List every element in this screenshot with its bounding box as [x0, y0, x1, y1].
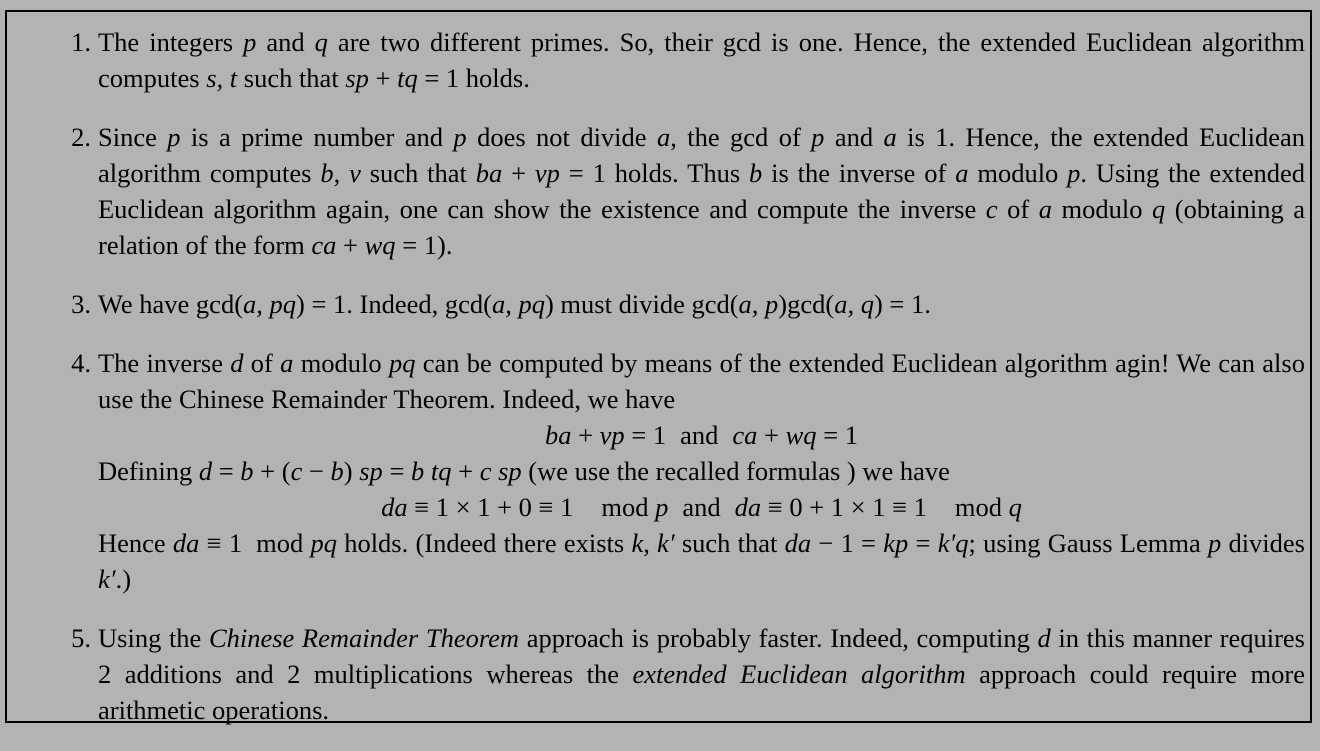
item-number: 5.	[71, 623, 91, 653]
item-text: The inverse d of a modulo pq can be computed by means of the extended Euclidean algorithm agin! We can also use the Chinese Remainder Theorem. Indeed, we have	[98, 348, 1305, 414]
display-equation: da ≡ 1 × 1 + 0 ≡ 1 mod p and da ≡ 0 + 1 × 1 ≡ 1 mod q	[381, 492, 1022, 522]
item-text: Since p is a prime number and p does not divide a, the gcd of p and a is 1. Hence, the extended Euclidean algorithm computes b, v such that ba + vp = 1 holds. Thus b is the inverse of a modulo p. Using the extended Euclidean algorithm again, one can show the existence and compute the inverse c of a modulo q (obtaining a relation of the form ca + wq = 1).	[98, 122, 1306, 260]
list-item	[7, 286, 1305, 322]
item-number: 2.	[71, 122, 91, 152]
item-number: 4.	[71, 348, 91, 378]
display-equation: ba + vp = 1 and ca + wq = 1	[544, 420, 859, 450]
item-text: Defining d = b + (c − b) sp = b tq + c sp (we use the recalled formulas ) we have	[98, 456, 950, 486]
item-text: The integers p and q are two different primes. So, their gcd is one. Hence, the extended Euclidean algorithm computes s, t such that sp + tq = 1 holds.	[98, 27, 1306, 93]
item-text: We have gcd(a, pq) = 1. Indeed, gcd(a, pq) must divide gcd(a, p)gcd(a, q) = 1.	[98, 289, 931, 319]
list-item	[7, 119, 1305, 263]
item-number: 3.	[71, 289, 91, 319]
answer-list	[7, 24, 1305, 728]
item-text: Hence da ≡ 1 mod pq holds. (Indeed there exists k, k′ such that da − 1 = kp = k′q; using Gauss Lemma p divides k′.)	[98, 528, 1305, 594]
list-item	[7, 620, 1305, 728]
list-item	[7, 24, 1305, 96]
item-text: Using the Chinese Remainder Theorem approach is probably faster. Indeed, computing d in this manner requires 2 additions and 2 multiplications whereas the extended Euclidean algorithm approach could require more arithmetic operations.	[98, 623, 1305, 725]
list-item	[7, 345, 1305, 597]
answer-box	[5, 10, 1312, 723]
item-number: 1.	[71, 27, 91, 57]
